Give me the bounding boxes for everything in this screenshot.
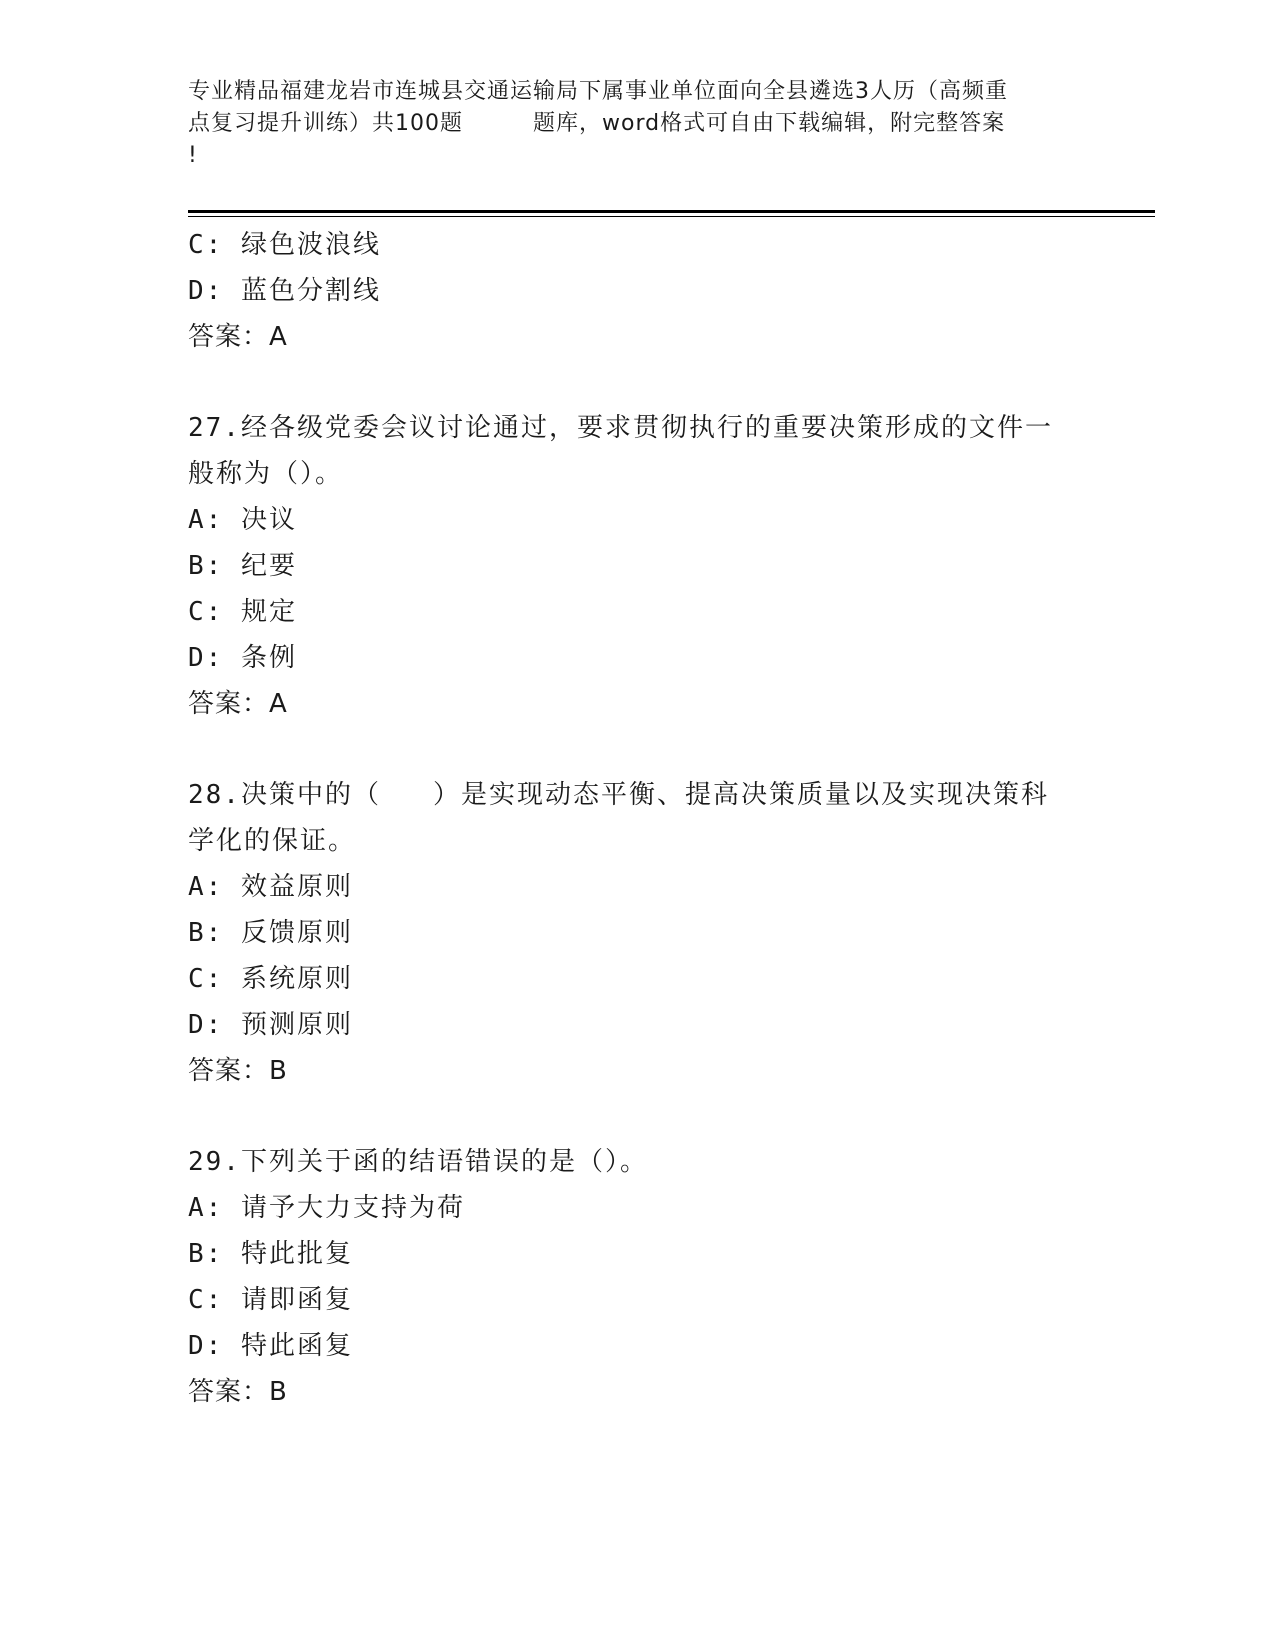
question-28 bbox=[188, 772, 1088, 1094]
option-c: C: 规定 bbox=[188, 597, 297, 627]
question-stem-line bbox=[188, 772, 1088, 818]
header-title-line-2a: 点复习提升训练）共100题 bbox=[188, 111, 463, 136]
answer-line: 答案：A bbox=[188, 689, 288, 719]
document-header bbox=[188, 76, 1088, 172]
header-title-line-2 bbox=[188, 108, 1088, 140]
question-stem-line: 27.经各级党委会议讨论通过，要求贯彻执行的重要决策形成的文件一 bbox=[188, 413, 1053, 443]
option-a: A: 请予大力支持为荷 bbox=[188, 1193, 465, 1223]
question-27 bbox=[188, 405, 1088, 727]
option-d: D: 蓝色分割线 bbox=[188, 276, 381, 306]
answer-line: 答案：B bbox=[188, 1377, 288, 1407]
question-list bbox=[188, 222, 1088, 1415]
option-c: C: 请即函复 bbox=[188, 1285, 353, 1315]
option-b: B: 反馈原则 bbox=[188, 918, 353, 948]
question-stem-part: 28.决策中的（ bbox=[188, 780, 381, 810]
option-d: D: 预测原则 bbox=[188, 1010, 353, 1040]
option-b: B: 特此批复 bbox=[188, 1239, 353, 1269]
option-a: A: 决议 bbox=[188, 505, 297, 535]
question-stem-line: 29.下列关于函的结语错误的是（）。 bbox=[188, 1147, 648, 1177]
option-d: D: 条例 bbox=[188, 643, 297, 673]
option-b: B: 纪要 bbox=[188, 551, 297, 581]
header-title-line-3: ! bbox=[188, 143, 198, 168]
header-divider-thin bbox=[188, 216, 1155, 217]
answer-line: 答案：B bbox=[188, 1056, 288, 1086]
question-29 bbox=[188, 1139, 1088, 1415]
question-26-tail bbox=[188, 222, 1088, 360]
option-c: C: 绿色波浪线 bbox=[188, 230, 381, 260]
question-stem-part: ）是实现动态平衡、提高决策质量以及实现决策科 bbox=[432, 780, 1049, 810]
question-stem-line: 学化的保证。 bbox=[188, 826, 357, 856]
header-title-line-1: 专业精品福建龙岩市连城县交通运输局下属事业单位面向全县遴选3人历（高频重 bbox=[188, 79, 1008, 104]
answer-line: 答案：A bbox=[188, 322, 288, 352]
option-a: A: 效益原则 bbox=[188, 872, 353, 902]
question-stem-line: 般称为（）。 bbox=[188, 459, 344, 489]
option-c: C: 系统原则 bbox=[188, 964, 353, 994]
header-divider-thick bbox=[188, 210, 1155, 213]
header-title-line-2b: 题库，word格式可自由下载编辑，附完整答案 bbox=[533, 111, 1006, 136]
option-d: D: 特此函复 bbox=[188, 1331, 353, 1361]
